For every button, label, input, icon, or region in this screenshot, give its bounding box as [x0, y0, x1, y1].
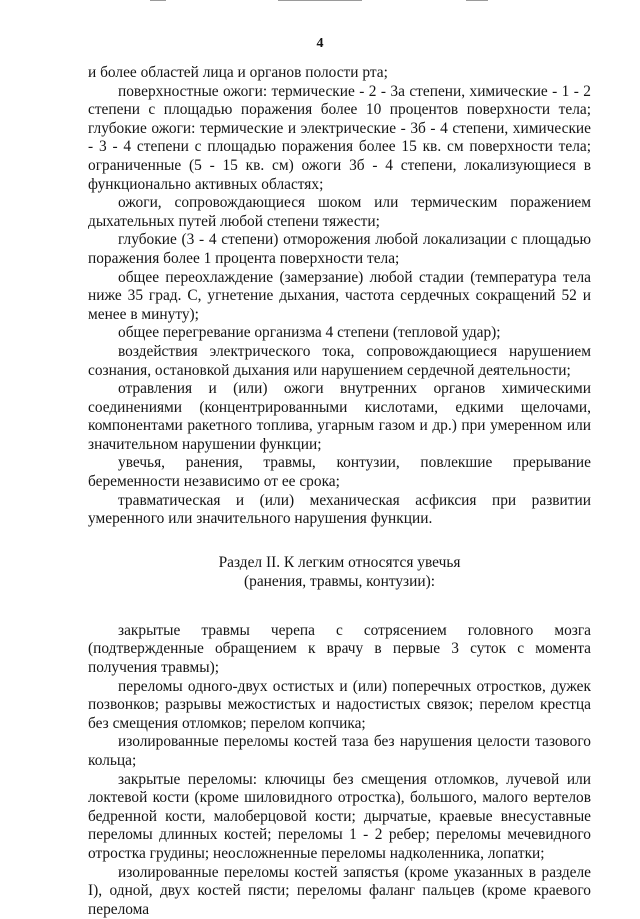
paragraph: увечья, ранения, травмы, контузии, повлекшие прерывание беременности независимо от ее срока;: [88, 454, 591, 491]
document-body: [88, 64, 591, 919]
paragraph: и более областей лица и органов полости рта;: [88, 64, 388, 81]
paragraph: травматическая и (или) механическая асфиксия при развитии умеренного или значительного нарушения функции.: [88, 491, 591, 528]
paragraph: поверхностные ожоги: термические - 2 - 3а степени, химические - 1 - 2 степени с площадью поражения более 10 процентов поверхности тела; глубокие ожоги: термические и электрические - 3б - 4 степени, химические - 3 - 4 степени с площадью поражения более 15 кв. см поверхности тела; ограниченные (5 - 15 кв. см) ожоги 3б - 4 степени, локализующиеся в функционально активных областях;: [88, 82, 591, 193]
scan-edge-line: [466, 0, 488, 1]
paragraph: закрытые переломы: ключицы без смещения отломков, лучевой или локтевой кости (кроме шиловидного отростка), большого, малого вертелов бедренной кости, малоберцовой кости; дырчатые, краевые внесуставные переломы длинных костей; переломы 1 - 2 ребер; переломы мечевидного отростка грудины; неосложненные переломы надколенника, лопатки;: [88, 770, 591, 862]
paragraph: переломы одного-двух остистых и (или) поперечных отростков, дужек позвонков; разрывы межостистых и надостистых связок; перелом крестца без смещения отломков; перелом копчика;: [88, 677, 591, 732]
paragraph: воздействия электрического тока, сопровождающиеся нарушением сознания, остановкой дыхания или нарушением сердечной деятельности;: [88, 342, 591, 379]
section-heading: [88, 553, 591, 592]
page-number: 4: [316, 36, 324, 51]
paragraph: изолированные переломы костей запястья (кроме указанных в разделе I), одной, двух костей пясти; переломы фаланг пальцев (кроме краевого перелома: [88, 863, 591, 918]
paragraph: закрытые травмы черепа с сотрясением головного мозга (подтвержденные обращением к врачу в первые 3 суток с момента получения травмы);: [88, 621, 591, 677]
section-heading-line: Раздел II. К легким относятся увечья: [218, 553, 461, 571]
paragraph: глубокие (3 - 4 степени) отморожения любой локализации с площадью поражения более 1 процента поверхности тела;: [88, 231, 591, 267]
paragraph: общее переохлаждение (замерзание) любой стадии (температура тела ниже 35 град. С, угнетение дыхания, частота сердечных сокращений 52 и менее в минуту);: [88, 268, 591, 323]
scan-edge-line: [278, 0, 362, 1]
scan-edge-line: [150, 0, 166, 1]
paragraph: ожоги, сопровождающиеся шоком или термическим поражением дыхательных путей любой степени тяжести;: [88, 194, 591, 230]
paragraph: изолированные переломы костей таза без нарушения целости тазового кольца;: [88, 733, 591, 769]
paragraph: общее перегревание организма 4 степени (тепловой удар);: [118, 324, 501, 342]
section-heading-line: (ранения, травмы, контузии):: [244, 573, 435, 591]
paragraph: отравления и (или) ожоги внутренних органов химическими соединениями (концентрированными кислотами, едкими щелочами, компонентами ракетного топлива, угарным газом и др.) при умеренном или значительном нарушении функции;: [88, 380, 591, 453]
